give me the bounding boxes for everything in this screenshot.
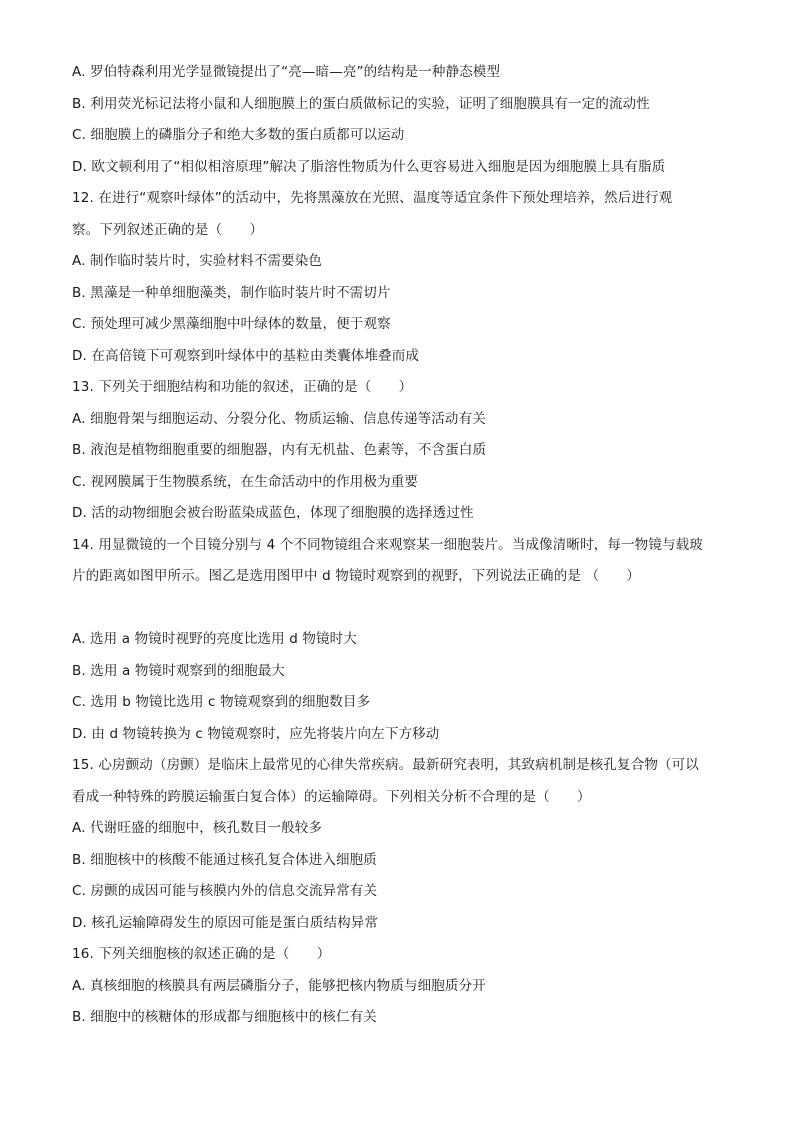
q13-option-d: D. 活的动物细胞会被台盼蓝染成蓝色，体现了细胞膜的选择透过性: [72, 505, 474, 521]
q14-option-b: B. 选用 a 物镜时观察到的细胞最大: [72, 662, 286, 679]
q12-option-d: D. 在高倍镜下可观察到叶绿体中的基粒由类囊体堆叠而成: [72, 347, 420, 364]
q11-option-a: A. 罗伯特森利用光学显微镜提出了“亮—暗—亮”的结构是一种静态模型: [72, 64, 501, 80]
q13-option-a: A. 细胞骨架与细胞运动、分裂分化、物质运输、信息传递等活动有关: [72, 410, 486, 427]
q15-option-d: D. 核孔运输障碍发生的原因可能是蛋白质结构异常: [72, 914, 379, 931]
q14-option-d: D. 由 d 物镜转换为 c 物镜观察时，应先将装片向左下方移动: [72, 725, 440, 742]
q13-stem: 13. 下列关于细胞结构和功能的叙述，正确的是（ ）: [72, 379, 413, 395]
q13-option-c: C. 视网膜属于生物膜系统，在生命活动中的作用极为重要: [72, 473, 419, 490]
q12-stem-line2: 察。下列叙述正确的是（ ）: [72, 221, 264, 238]
q16-option-a: A. 真核细胞的核膜具有两层磷脂分子，能够把核内物质与细胞质分开: [72, 977, 486, 994]
q15-stem-line2: 看成一种特殊的跨膜运输蛋白复合体）的运输障碍。下列相关分析不合理的是（ ）: [72, 788, 591, 805]
q14-option-c: C. 选用 b 物镜比选用 c 物镜观察到的细胞数目多: [72, 694, 371, 710]
q15-option-b: B. 细胞核中的核酸不能通过核孔复合体进入细胞质: [72, 851, 377, 868]
q16-option-b: B. 细胞中的核糖体的形成都与细胞核中的核仁有关: [72, 1009, 377, 1025]
q12-option-c: C. 预处理可减少黑藻细胞中叶绿体的数量，便于观察: [72, 316, 391, 332]
q12-option-b: B. 黑藻是一种单细胞藻类，制作临时装片时不需切片: [72, 284, 391, 301]
q13-option-b: B. 液泡是植物细胞重要的细胞器，内有无机盐、色素等，不含蛋白质: [72, 442, 487, 458]
q14-figure-area: [72, 598, 724, 630]
q11-option-d: D. 欧文顿利用了“相似相溶原理”解决了脂溶性物质为什么更容易进入细胞是因为细胞膜上具有脂质: [72, 158, 666, 175]
q15-option-a: A. 代谢旺盛的细胞中，核孔数目一般较多: [72, 820, 323, 836]
q15-stem-line1: 15. 心房颤动（房颤）是临床上最常见的心律失常疾病。最新研究表明，其致病机制是核孔复合物（可以: [72, 757, 699, 773]
q14-option-a: A. 选用 a 物镜时视野的亮度比选用 d 物镜时大: [72, 631, 357, 647]
q14-stem-line1: 14. 用显微镜的一个目镜分别与 4 个不同物镜组合来观察某一细胞装片。当成像清晰时，每一物镜与载玻: [72, 536, 703, 553]
question-list: [72, 62, 724, 1039]
q12-option-a: A. 制作临时装片时，实验材料不需要染色: [72, 253, 323, 269]
q16-stem: 16. 下列关细胞核的叙述正确的是（ ）: [72, 946, 331, 962]
q12-stem-line1: 12. 在进行“观察叶绿体”的活动中，先将黑藻放在光照、温度等适宜条件下预处理培养，然后进行观: [72, 190, 673, 206]
q11-option-c: C. 细胞膜上的磷脂分子和绝大多数的蛋白质都可以运动: [72, 127, 405, 143]
q11-option-b: B. 利用荧光标记法将小鼠和人细胞膜上的蛋白质做标记的实验，证明了细胞膜具有一定的流动性: [72, 95, 650, 112]
q14-stem-line2: 片的距离如图甲所示。图乙是选用图甲中 d 物镜时观察到的视野，下列说法正确的是 （ ）: [72, 568, 641, 584]
q15-option-c: C. 房颤的成因可能与核膜内外的信息交流异常有关: [72, 883, 378, 899]
